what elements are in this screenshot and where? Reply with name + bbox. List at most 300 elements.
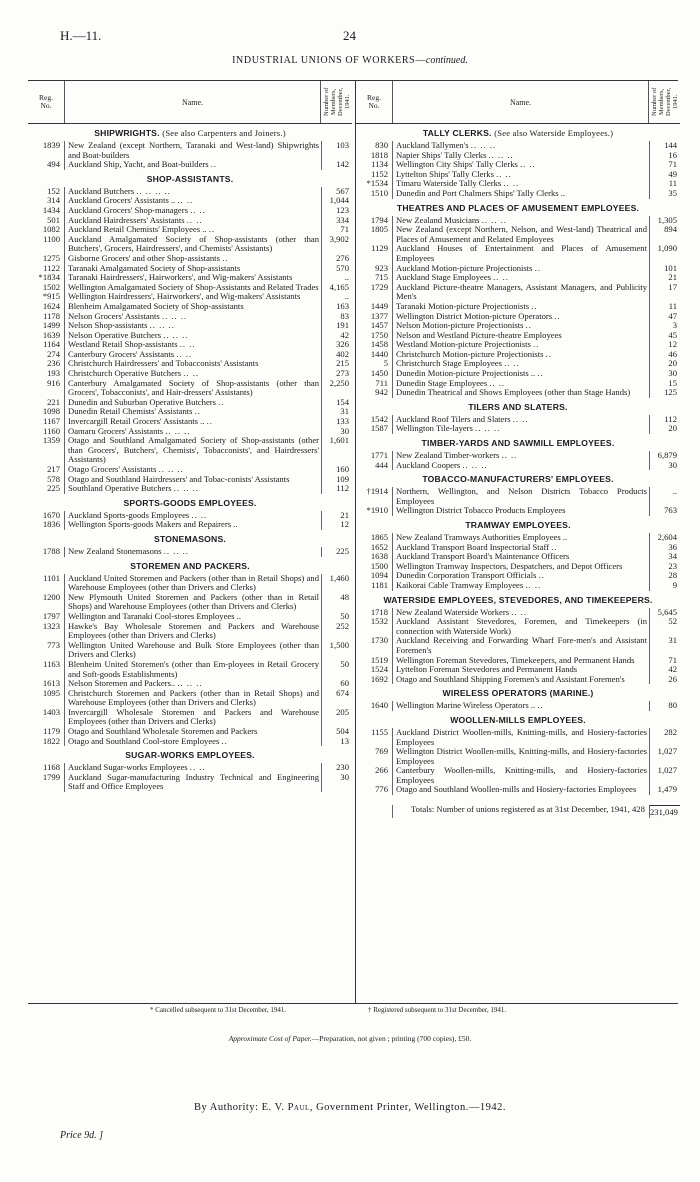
union-name-text: Wellington Marine Wireless Operators .. xyxy=(396,700,536,711)
member-count: 1,601 xyxy=(321,436,352,465)
reg-number: 314 xyxy=(47,195,60,206)
union-name-text: Auckland Receiving and Forwarding Wharf Fore-men's and Assistant Foremen's xyxy=(396,635,647,655)
member-count: 15 xyxy=(649,379,680,389)
members-header: Number of Members, December, 1941. xyxy=(322,87,351,117)
leader-dots: .. .. .. xyxy=(149,320,175,331)
member-count: 3,902 xyxy=(321,235,352,254)
union-name-text: Taranaki Amalgamated Society of Shop-assistants xyxy=(68,262,241,273)
leader-dots: .. .. .. xyxy=(163,545,189,556)
union-name-text: Otago and Southland Cool-store Employees xyxy=(68,735,220,746)
table-row xyxy=(28,660,352,679)
reg-number: 1638 xyxy=(370,551,388,562)
reg-number: 1718 xyxy=(370,606,388,617)
member-count: 31 xyxy=(321,407,352,417)
union-name xyxy=(392,225,649,244)
union-name-text: Hawke's Bay Wholesale Storemen and Packers and Warehouse Employees (other than Drivers and Clerks) xyxy=(68,620,319,641)
union-name-text: Wellington City Ships' Tally Clerks xyxy=(396,159,518,170)
reg-number xyxy=(356,805,392,818)
section-heading xyxy=(356,591,680,608)
union-name-text: Christchurch Motion-picture Projectionists xyxy=(396,348,544,359)
left-column-body xyxy=(28,124,352,792)
reg-number: 1122 xyxy=(43,262,60,273)
union-name-text: Taranaki Hairdressers', Hairworkers', and Wig-makers' Assistants xyxy=(68,272,293,283)
table-row xyxy=(356,225,680,244)
leader-dots: .. .. xyxy=(525,579,542,590)
page-number: 24 xyxy=(343,28,356,43)
leader-dots: .. .. .. xyxy=(481,214,507,225)
member-count: 30 xyxy=(649,461,680,471)
table-row xyxy=(28,708,352,727)
leader-dots: .. xyxy=(537,368,544,379)
reg-number: 193 xyxy=(47,368,60,379)
section-heading xyxy=(28,124,352,141)
member-count: .. xyxy=(321,273,352,283)
reg-number: 1323 xyxy=(42,620,60,631)
section-heading xyxy=(28,557,352,574)
member-count: 9 xyxy=(649,581,680,591)
leader-dots: .. .. .. xyxy=(161,310,188,321)
table-row xyxy=(28,235,352,254)
union-name-text: Lyttelton Ships' Tally Clerks xyxy=(396,168,494,179)
table-row xyxy=(356,747,680,766)
section-title: SUGAR-WORKS EMPLOYEES. xyxy=(125,750,255,761)
leader-dots: .. .. .. xyxy=(158,464,184,474)
leader-dots: .. xyxy=(551,541,558,552)
members-header: Number of Members, December, 1941. xyxy=(650,87,679,117)
leader-dots: .. xyxy=(218,396,225,407)
union-name-text: Nelson Shop-assistants xyxy=(68,320,148,331)
reg-number: 1095 xyxy=(42,687,60,698)
reg-number: 5 xyxy=(383,358,388,369)
reg-number: 578 xyxy=(47,473,60,484)
union-name xyxy=(64,622,321,641)
union-name-text: Nelson Storemen and Packers.. xyxy=(68,678,176,689)
union-name-text: Otago and Southland Amalgamated Society of Shop-assistants (other than Grocers', Butchers', Chemists', Tobacconists', and Hairdressers' Assistants) xyxy=(68,435,319,465)
union-name xyxy=(392,487,649,506)
reg-number: *1910 xyxy=(366,505,388,516)
union-name xyxy=(392,675,649,685)
union-name-text: Auckland Tallymen's xyxy=(396,140,469,150)
table-header xyxy=(28,81,352,124)
table-row xyxy=(356,785,680,795)
union-name-text: Dunedin and Port Chalmers Ships' Tally Clerks .. xyxy=(396,187,566,198)
right-column-body xyxy=(356,124,680,818)
union-name xyxy=(64,436,321,465)
leader-dots: .. xyxy=(222,252,229,263)
union-name-text: Nelson and Westland Picture-theatre Employees xyxy=(396,329,562,340)
union-name-text: Auckland Grocers' Shop-managers xyxy=(68,204,188,215)
reg-number: 1450 xyxy=(370,368,388,379)
union-name-text: Wellington Hairdressers', Hairworkers', and Wig-makers' Assistants xyxy=(68,291,301,302)
member-count: 31 xyxy=(649,636,680,655)
reg-number: 1160 xyxy=(43,425,60,436)
union-name-text: Westland Retail Shop-assistants xyxy=(68,339,178,350)
leader-dots: .. xyxy=(206,416,213,427)
reg-number: 1692 xyxy=(370,673,388,684)
member-count: 230 xyxy=(321,763,352,773)
section-heading xyxy=(356,199,680,216)
union-name xyxy=(64,484,321,494)
section-heading xyxy=(356,516,680,533)
union-name xyxy=(392,283,649,302)
reg-number: 217 xyxy=(47,464,60,474)
right-column xyxy=(355,81,680,1003)
member-count: 112 xyxy=(649,415,680,425)
member-count: 46 xyxy=(649,350,680,360)
left-column xyxy=(28,81,352,1003)
union-name-text: Blenheim United Storemen's (other than Em-ployees in Retail Grocery and Soft-goods Establishments) xyxy=(68,658,319,679)
table-row xyxy=(356,424,680,434)
member-count: 12 xyxy=(321,520,352,530)
section-title: STONEMASONS. xyxy=(154,533,226,544)
reg-number: 1524 xyxy=(370,664,388,675)
table-row xyxy=(28,689,352,708)
member-count: 21 xyxy=(321,511,352,521)
union-name xyxy=(392,424,649,434)
reg-number: 1730 xyxy=(370,635,388,646)
leader-dots: .. .. xyxy=(177,195,194,206)
leader-dots: .. .. .. xyxy=(165,425,191,436)
union-name-text: Christchurch Stage Employees xyxy=(396,358,502,369)
union-name xyxy=(392,747,649,766)
reg-number: 1500 xyxy=(370,560,388,571)
reg-number: 225 xyxy=(47,483,60,494)
member-count: 142 xyxy=(321,160,352,170)
leader-dots: .. .. .. xyxy=(488,149,514,160)
reg-number: 773 xyxy=(47,639,60,650)
running-title: INDUSTRIAL UNIONS OF WORKERS—continued. xyxy=(232,55,468,66)
member-count: 1,090 xyxy=(649,244,680,263)
member-count: 1,027 xyxy=(649,766,680,785)
member-count: 30 xyxy=(321,427,352,437)
member-count: 60 xyxy=(321,679,352,689)
reg-number: 266 xyxy=(375,765,388,776)
member-count: 23 xyxy=(649,562,680,572)
table-row xyxy=(28,641,352,660)
section-title: SHIPWRIGHTS. xyxy=(94,128,160,138)
member-count: 282 xyxy=(649,728,680,747)
union-name xyxy=(392,805,649,818)
reg-number: 1510 xyxy=(370,187,388,198)
member-count: 567 xyxy=(321,187,352,197)
union-name-text: Wellington Sports-goods Makers and Repairers .. xyxy=(68,519,238,530)
union-name xyxy=(392,244,649,263)
table-row xyxy=(28,773,352,792)
section-title: TOBACCO-MANUFACTURERS' EMPLOYEES. xyxy=(422,474,614,485)
union-name-text: Timaru Waterside Tally Clerks xyxy=(396,178,502,189)
table-row xyxy=(356,506,680,516)
reg-number: 1587 xyxy=(370,423,388,434)
member-count: 144 xyxy=(649,141,680,151)
reg-number: †1914 xyxy=(366,486,388,497)
leader-dots: .. xyxy=(210,159,218,170)
union-name xyxy=(64,737,321,747)
member-count: 276 xyxy=(321,254,352,264)
leader-dots: .. .. xyxy=(183,368,200,379)
table-row xyxy=(356,461,680,471)
reg-number: 1818 xyxy=(370,149,388,160)
union-name xyxy=(64,574,321,593)
union-name-text: Invercargill Wholesale Storemen and Packers and Warehouse Employees (other than Drivers and Clerks) xyxy=(68,706,319,727)
leader-dots: .. .. .. xyxy=(462,459,488,470)
leader-dots: .. .. xyxy=(191,509,208,520)
member-count: 160 xyxy=(321,465,352,475)
leader-dots: .. .. xyxy=(189,762,206,773)
member-count: 49 xyxy=(649,170,680,180)
reg-number: 1403 xyxy=(42,706,60,717)
union-name-text: New Zealand (except Northern, Nelson, and West-land) Theatrical and Places of Amusement and Related Employees xyxy=(396,224,647,244)
reg-no-header: Reg. No. xyxy=(367,93,381,110)
reg-number: 1181 xyxy=(371,579,388,590)
reg-number: 1639 xyxy=(42,329,60,340)
reg-number: 1788 xyxy=(42,545,60,556)
member-count: 125 xyxy=(649,388,680,398)
member-count: 30 xyxy=(649,369,680,379)
union-name-text: New Zealand Stonemasons xyxy=(68,545,162,556)
union-name-text: Auckland Stage Employees xyxy=(396,272,491,283)
member-count: 191 xyxy=(321,321,352,331)
member-count: 225 xyxy=(321,547,352,557)
table-row xyxy=(28,737,352,747)
reg-number: 1163 xyxy=(43,658,60,669)
reg-number: 1359 xyxy=(42,435,60,446)
unions-table xyxy=(28,80,678,1004)
reg-number: 1178 xyxy=(43,310,60,321)
union-name-text: Wellington District Woollen-mills, Knitting-mills, and Hosiery-factories Employees xyxy=(396,746,647,766)
reg-number: *1534 xyxy=(366,178,388,189)
union-name xyxy=(64,235,321,254)
union-name-text: Auckland Houses of Entertainment and Places of Amusement Employees xyxy=(396,243,647,263)
union-name xyxy=(392,388,649,398)
union-name-text: Auckland Amalgamated Society of Shop-assistants (other than Butchers', Grocers, Hairdressers', and Chemists' Assistants) xyxy=(68,233,319,254)
member-count: 36 xyxy=(649,543,680,553)
union-name-text: Otago Grocers' Assistants xyxy=(68,464,157,474)
leader-dots: .. .. xyxy=(190,204,206,215)
union-name-text: Canterbury Amalgamated Society of Shop-assistants (other than Grocers', Tobacconists', and Hair-dressers' Assistants) xyxy=(68,377,319,398)
member-count: 52 xyxy=(649,617,680,636)
table-row xyxy=(356,728,680,747)
reg-number: 1670 xyxy=(42,509,60,520)
union-name-text: Wellington United Warehouse and Bulk Store Employees (other than Drivers and Clerks) xyxy=(68,639,319,660)
union-name-text: Auckland Assistant Stevedores, Foremen, and Timekeepers (in connection with Waterside Work) xyxy=(396,616,647,636)
member-count: 763 xyxy=(649,506,680,516)
member-count: 83 xyxy=(321,312,352,322)
union-name-text: Invercargill Retail Grocers' Assistants .. xyxy=(68,416,205,427)
reg-number: 1101 xyxy=(43,572,60,583)
member-count: 20 xyxy=(649,424,680,434)
table-header xyxy=(356,81,680,124)
leader-dots: .. .. .. xyxy=(173,483,199,494)
leader-dots: .. .. xyxy=(489,377,506,388)
union-name-text: Otago and Southland Wholesale Storemen and Packers xyxy=(68,726,258,737)
reg-number: 1200 xyxy=(42,591,60,602)
union-name xyxy=(392,617,649,636)
union-name-text: Totals: Number of unions registered as at 31st December, 1941, 428 xyxy=(411,804,645,815)
member-count: 2,604 xyxy=(649,533,680,543)
footnote-registered: † Registered subsequent to 31st December, 1941. xyxy=(368,1006,507,1014)
reg-number: 494 xyxy=(47,159,60,170)
reg-number: 1865 xyxy=(370,532,388,542)
union-name xyxy=(64,141,321,160)
member-count: 47 xyxy=(649,312,680,322)
reg-number: 1449 xyxy=(370,300,388,311)
printer-authority: By Authority: E. V. Paul, Government Printer, Wellington.—1942. xyxy=(193,1102,507,1113)
member-count: 231,049 xyxy=(649,805,680,818)
union-name xyxy=(392,728,649,747)
reg-number: 1805 xyxy=(370,224,388,235)
reg-number: 1155 xyxy=(371,726,388,737)
member-count: 674 xyxy=(321,689,352,708)
leader-dots: .. xyxy=(554,310,561,321)
union-name-text: Northern, Wellington, and Nelson Districts Tobacco Products Employees xyxy=(396,486,647,506)
union-name-text: Auckland Roof Tilers and Slaters xyxy=(396,413,511,424)
cost-note: Approximate Cost of Paper.—Preparation, not given ; printing (700 copies), £50. xyxy=(228,1034,472,1043)
member-count: 45 xyxy=(649,331,680,341)
leader-dots: .. .. xyxy=(493,272,509,283)
page-header xyxy=(0,28,700,44)
union-name xyxy=(392,785,649,795)
section-title: SHOP-ASSISTANTS. xyxy=(146,173,234,184)
leader-dots: .. xyxy=(545,348,552,359)
member-count: 252 xyxy=(321,622,352,641)
member-count: 42 xyxy=(649,665,680,675)
leader-dots: .. xyxy=(194,406,201,417)
section-title: WATERSIDE EMPLOYEES, STEVEDORES, AND TIMEKEEPERS. xyxy=(383,594,653,605)
union-name-text: New Zealand Musicians xyxy=(396,214,480,225)
reg-number: 1434 xyxy=(42,204,60,215)
member-count: 11 xyxy=(649,302,680,312)
reg-number: 1542 xyxy=(370,413,388,424)
reg-number: 1134 xyxy=(371,159,388,170)
leader-dots: .. .. .. xyxy=(177,678,203,689)
leader-dots: .. .. .. .. xyxy=(136,185,171,196)
name-header: Name. xyxy=(392,81,649,123)
member-count: 205 xyxy=(321,708,352,727)
table-row xyxy=(356,388,680,398)
union-name-text: Auckland Ship, Yacht, and Boat-builders xyxy=(68,159,209,170)
union-name xyxy=(392,581,649,591)
leader-dots: .. .. .. xyxy=(470,140,496,150)
union-name-text: Wellington District Motion-picture Operators xyxy=(396,310,553,321)
leader-dots: .. .. xyxy=(511,606,527,617)
union-name-text: Auckland Coopers xyxy=(396,459,461,470)
member-count: .. xyxy=(321,292,352,302)
reg-number: 1098 xyxy=(42,406,60,417)
union-name-text: Dunedin Corporation Transport Officials xyxy=(396,570,537,581)
member-count: 215 xyxy=(321,359,352,369)
member-count: 101 xyxy=(649,264,680,274)
reg-number: 501 xyxy=(47,214,60,225)
totals-row xyxy=(356,805,680,818)
union-name-text: Auckland Retail Chemists' Employees .. xyxy=(68,224,207,235)
table-row xyxy=(356,617,680,636)
section-title: SPORTS-GOODS EMPLOYEES. xyxy=(123,497,257,508)
leader-dots: .. xyxy=(538,570,545,581)
member-count: 123 xyxy=(321,206,352,216)
table-row xyxy=(28,520,352,530)
union-name xyxy=(64,708,321,727)
union-name xyxy=(392,766,649,785)
member-count: 34 xyxy=(649,552,680,562)
member-count: 326 xyxy=(321,340,352,350)
union-name-text: Wellington and Taranaki Cool-stores Employees .. xyxy=(68,610,242,621)
member-count: 13 xyxy=(321,737,352,747)
union-name-text: Canterbury Grocers' Assistants xyxy=(68,348,175,359)
section-heading xyxy=(28,494,352,511)
reg-number: 1152 xyxy=(371,168,388,179)
reg-number: 1458 xyxy=(370,339,388,350)
section-heading xyxy=(28,530,352,547)
leader-dots: .. xyxy=(525,320,532,331)
union-name-text: Dunedin and Suburban Operative Butchers xyxy=(68,396,216,407)
section-title: TIMBER-YARDS AND SAWMILL EMPLOYEES. xyxy=(421,438,615,449)
member-count: 71 xyxy=(649,160,680,170)
reg-number: 1729 xyxy=(370,281,388,292)
section-title: STOREMEN AND PACKERS. xyxy=(130,560,250,571)
leader-dots: .. xyxy=(534,262,541,273)
reg-number: 1164 xyxy=(43,339,60,350)
section-heading xyxy=(28,746,352,763)
table-row xyxy=(356,283,680,302)
union-name-text: Dunedin Theatrical and Shows Employees (other than Stage Hands) xyxy=(396,387,631,398)
union-name-text: New Zealand (except Northern, Taranaki and West-land) Shipwrights and Boat-builders xyxy=(68,140,319,160)
reg-number: 1179 xyxy=(43,726,60,737)
section-title: TILERS AND SLATERS. xyxy=(468,401,568,412)
reg-number: 1750 xyxy=(370,329,388,340)
table-row xyxy=(28,622,352,641)
leader-dots: .. .. xyxy=(501,450,518,461)
leader-dots: .. xyxy=(533,339,540,350)
union-name-text: Lyttelton Foreman Stevedores and Permanent Hands xyxy=(396,664,578,675)
reg-number: 1836 xyxy=(42,519,60,530)
reg-number: 1799 xyxy=(42,771,60,782)
reg-number: 1502 xyxy=(42,281,60,292)
union-name xyxy=(64,379,321,398)
reg-number: 221 xyxy=(47,396,60,407)
member-count: 17 xyxy=(649,283,680,302)
member-count: 154 xyxy=(321,398,352,408)
member-count: 133 xyxy=(321,417,352,427)
member-count: 20 xyxy=(649,359,680,369)
union-name-text: Dunedin Stage Employees xyxy=(396,377,488,388)
member-count: 402 xyxy=(321,350,352,360)
reg-number: 1457 xyxy=(370,320,388,331)
union-name-text: Southland Operative Butchers xyxy=(68,483,172,494)
union-name-text: Auckland Butchers xyxy=(68,185,135,196)
reg-number: 152 xyxy=(47,185,60,196)
union-name xyxy=(392,189,649,199)
table-row xyxy=(356,675,680,685)
union-name xyxy=(64,593,321,612)
union-name xyxy=(64,160,321,170)
union-name-text: Auckland Transport Board's Maintenance Officers xyxy=(396,551,570,562)
union-name-text: Wellington Tramway Inspectors, Despatchers, and Depot Officers xyxy=(396,560,623,571)
member-count: 1,044 xyxy=(321,196,352,206)
reg-number: 942 xyxy=(375,387,388,398)
reg-number: 1129 xyxy=(371,243,388,254)
reg-number: 1794 xyxy=(370,214,388,225)
reg-number: 769 xyxy=(375,746,388,757)
reg-number: 916 xyxy=(47,377,60,388)
member-count: 504 xyxy=(321,727,352,737)
section-title: THEATRES AND PLACES OF AMUSEMENT EMPLOYEES. xyxy=(396,202,640,213)
member-count: 1,500 xyxy=(321,641,352,660)
member-count: 2,250 xyxy=(321,379,352,398)
reg-number: 236 xyxy=(47,358,60,369)
union-name xyxy=(392,636,649,655)
leader-dots: .. .. xyxy=(176,348,192,359)
union-name xyxy=(392,701,649,711)
